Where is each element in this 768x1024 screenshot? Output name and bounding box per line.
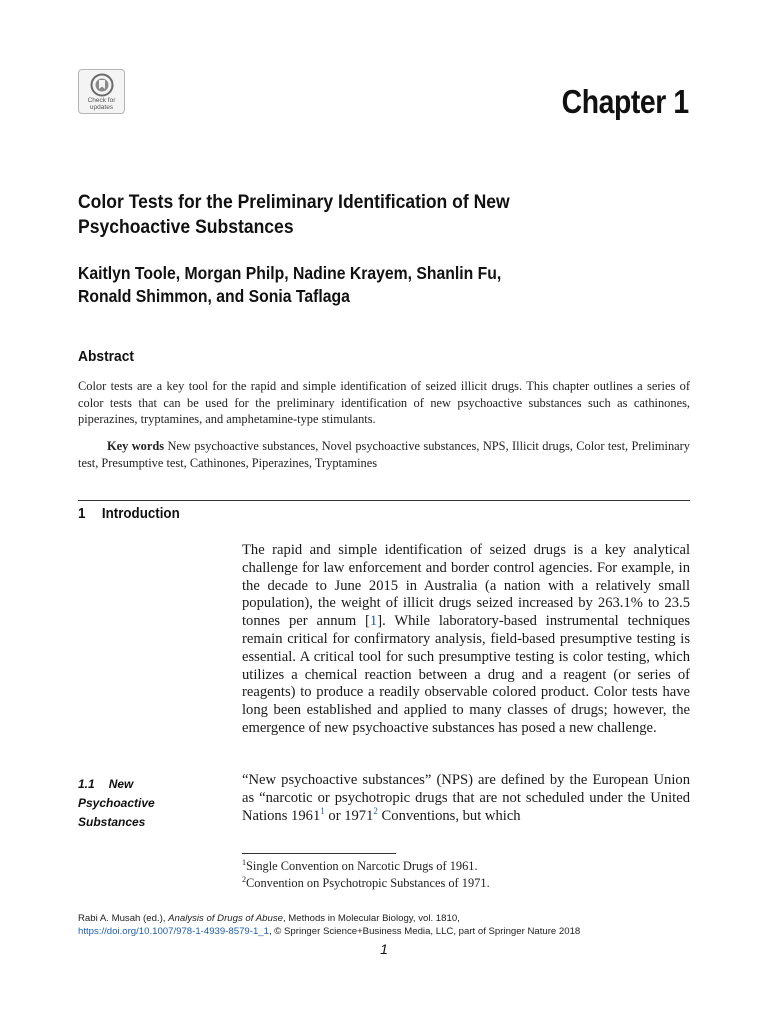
para2-text-c: Conventions, but which: [377, 807, 521, 824]
section-divider: [78, 500, 690, 501]
doi-link[interactable]: https://doi.org/10.1007/978-1-4939-8579-1_1: [78, 926, 269, 937]
subsection-number: 1.1: [78, 777, 95, 791]
footnote-ref-1[interactable]: 1: [320, 805, 325, 816]
footnote-mark-2: 2: [242, 874, 246, 884]
badge-label: [79, 97, 124, 111]
para2-text-b: or 1971: [324, 807, 374, 824]
authors-line-1: Kaitlyn Toole, Morgan Philp, Nadine Krayem, Shanlin Fu,: [78, 263, 502, 283]
badge-line-1: Check for: [87, 97, 116, 104]
page-number: 1: [380, 941, 388, 957]
section-number: 1: [78, 506, 86, 522]
footnote-mark-1: 1: [242, 857, 246, 867]
footnote-divider: [242, 853, 396, 854]
bookmark-icon: [90, 73, 114, 97]
author-list: [78, 262, 636, 308]
keywords-label: Key words: [107, 439, 165, 453]
chapter-title: [78, 190, 636, 240]
authors-line-2: Ronald Shimmon, and Sonia Taflaga: [78, 286, 350, 306]
chapter-label: Chapter 1: [561, 83, 689, 120]
citation-series: , Methods in Molecular Biology, vol. 1810,: [282, 913, 460, 924]
keywords: [78, 438, 690, 472]
introduction-paragraph: [242, 542, 690, 738]
para1-text-a: The rapid and simple identification of seized drugs is a key analytical challenge for law enforcement and border control agencies. For example, in the decade to June 2015 in Australia (a nation with a relatively small population), the weight of illicit drugs seized increased by 263.1% to 23.5 tonnes per annum [: [242, 542, 690, 630]
subsection-heading-nps: [78, 775, 198, 832]
para1-text-b: ]. While laboratory-based instrumental techniques remain critical for confirmatory analysis, field-based presumptive testing is essential. A critical tool for such presumptive testing is color testing, which utilizes a chemical reaction between a drug and a reagent (or series of reagents) to produce a readily observable colored product. Color tests have long been established and applied to many classes of drugs; however, the emergence of new psychoactive substances has posed a new challenge.: [242, 613, 691, 736]
citation-link-1[interactable]: 1: [369, 613, 378, 630]
abstract-text: Color tests are a key tool for the rapid and simple identification of seized illicit drugs. This chapter outlines a series of color tests that can be used for the preliminary identification of new psychoactive substances such as cathinones, piperazines, tryptamines, and amphetamine-type stimulants.: [78, 379, 690, 427]
nps-paragraph: [242, 772, 690, 825]
subsection-title-line-3: Substances: [78, 815, 146, 829]
title-line-1: Color Tests for the Preliminary Identification of New: [78, 191, 510, 213]
citation-copyright: , © Springer Science+Business Media, LLC, part of Springer Nature 2018: [268, 926, 581, 937]
subsection-title-line-1: New: [108, 777, 134, 791]
footnote-text-1: Single Convention on Narcotic Drugs of 1961.: [246, 859, 478, 873]
badge-line-2: updates: [89, 104, 114, 111]
keywords-text: New psychoactive substances, Novel psychoactive substances, NPS, Illicit drugs, Color test, Preliminary test, Presumptive test, Cathinones, Piperazines, Tryptamines: [78, 439, 690, 470]
book-citation: [78, 912, 698, 938]
section-heading-introduction: [78, 506, 180, 522]
check-for-updates-badge[interactable]: [78, 69, 125, 114]
footnote-2: [242, 875, 690, 891]
citation-editor: Rabi A. Musah (ed.),: [78, 913, 169, 924]
abstract-heading: Abstract: [78, 348, 134, 365]
section-title: Introduction: [101, 506, 180, 522]
footnote-ref-2[interactable]: 2: [373, 805, 378, 816]
footnote-text-2: Convention on Psychotropic Substances of 1971.: [246, 876, 490, 890]
title-line-2: Psychoactive Substances: [78, 216, 294, 238]
subsection-title-line-2: Psychoactive: [78, 796, 155, 810]
citation-book-title: Analysis of Drugs of Abuse: [168, 913, 283, 924]
footnote-1: [242, 858, 690, 874]
para2-text-a: “New psychoactive substances” (NPS) are defined by the European Union as “narcotic or psychotropic drugs that are not scheduled under the United Nations 1961: [242, 772, 690, 824]
